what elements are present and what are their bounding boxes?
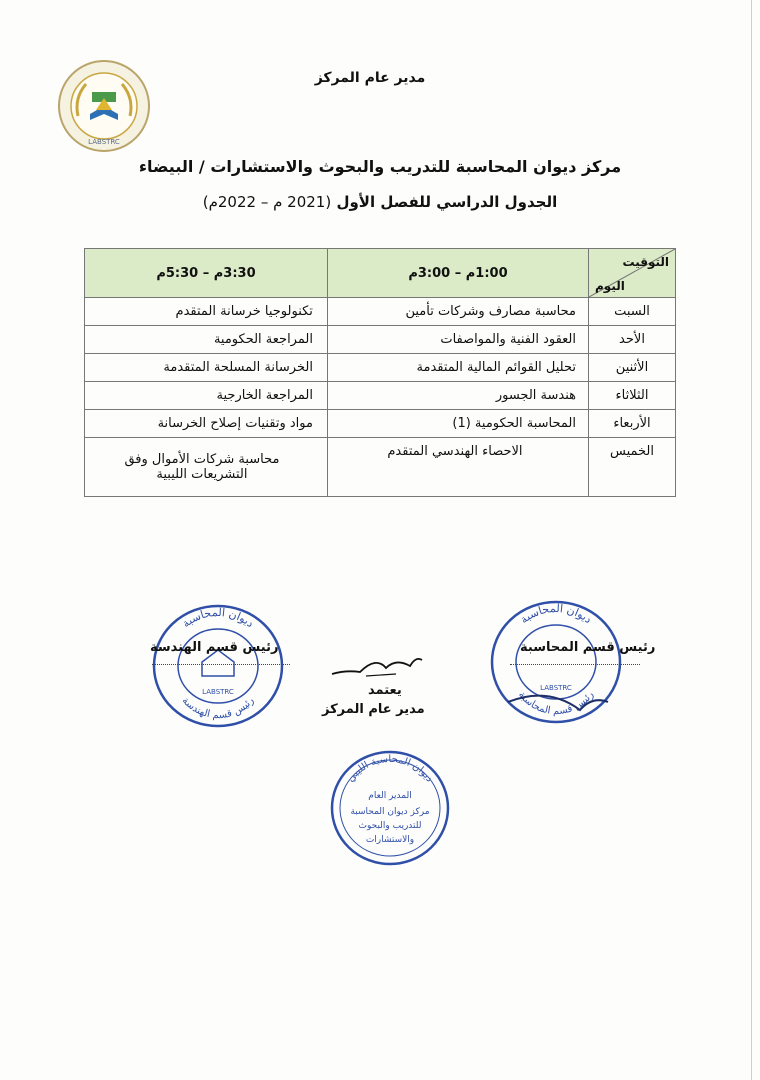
table-row: [85, 354, 676, 382]
table-row: [85, 438, 676, 497]
svg-text:رئيس قسم المحاسبة: [516, 689, 596, 717]
stamp-bottom-line3: للتدريب والبحوث: [358, 821, 422, 831]
accounting-signature-line: [510, 664, 640, 665]
schedule-years: (2021 م – 2022م): [202, 193, 332, 211]
approver-title: مدير عام المركز: [322, 702, 425, 717]
day-cell: الأربعاء: [589, 410, 676, 438]
director-signature: [326, 646, 426, 682]
slot2-cell: مواد وتقنيات إصلاح الخرسانة: [85, 410, 328, 438]
day-cell: الخميس: [589, 438, 676, 497]
engineering-head-label: رئيس قسم الهندسة: [150, 640, 279, 655]
stamp-right-mid-text: LABSTRC: [540, 684, 572, 692]
svg-text:رئيس قسم الهندسة: [180, 695, 257, 721]
slot2-line2: التشريعات الليبية: [156, 467, 248, 482]
slot2-cell: المراجعة الحكومية: [85, 326, 328, 354]
slot1-cell: تحليل القوائم المالية المتقدمة: [327, 354, 588, 382]
svg-text:ديوان المحاسبة: [518, 602, 595, 626]
logo-caption: LABSTRC: [88, 138, 120, 146]
table-row: [85, 298, 676, 326]
corner-time-label: التوقيت: [622, 255, 669, 269]
slot1-cell: العقود الفنية والمواصفات: [327, 326, 588, 354]
corner-cell: [589, 249, 676, 298]
slot2-cell: [85, 438, 328, 497]
schedule-table: [84, 248, 676, 497]
director-heading: مدير عام المركز: [314, 70, 426, 86]
accounting-head-label: رئيس قسم المحاسبة: [520, 640, 656, 655]
slot2-cell: تكنولوجيا خرسانة المتقدم: [85, 298, 328, 326]
approve-word: يعتمد: [368, 683, 402, 698]
stamp-bottom-line4: والاستشارات: [365, 835, 415, 845]
table-row: [85, 382, 676, 410]
slot1-cell: الاحصاء الهندسي المتقدم: [327, 438, 588, 497]
table-row: [85, 410, 676, 438]
slot2-line1: محاسبة شركات الأموال وفق: [124, 452, 280, 467]
svg-text:ديوان المحاسبة: [180, 606, 257, 630]
stamp-bottom-line2: مركز ديوان المحاسبة: [350, 807, 430, 817]
center-name: مركز ديوان المحاسبة للتدريب والبحوث والاستشارات / البيضاء: [138, 157, 622, 176]
stamp-left-top-text: ديوان المحاسبة: [179, 605, 257, 631]
stamp-bottom-line1: المدير العام: [368, 791, 412, 801]
stamp-left-bottom-text: رئيس قسم الهندسة: [179, 695, 257, 722]
stamp-right-top-text: ديوان المحاسبة: [517, 601, 595, 627]
slot1-cell: محاسبة مصارف وشركات تأمين: [327, 298, 588, 326]
day-cell: الأثنين: [589, 354, 676, 382]
accounting-stamp: [488, 598, 624, 726]
day-cell: الأحد: [589, 326, 676, 354]
stamp-bottom-top-text: ديوان المحاسبة الليبي: [345, 753, 435, 785]
slot1-header: 1:00م – 3:00م: [327, 249, 588, 298]
slot2-header: 3:30م – 5:30م: [85, 249, 328, 298]
schedule-title: الجدول الدراسي للفصل الأول: [336, 193, 558, 211]
day-cell: الثلاثاء: [589, 382, 676, 410]
slot2-cell: المراجعة الخارجية: [85, 382, 328, 410]
corner-day-label: اليوم: [595, 279, 625, 293]
stamp-right-bottom-text: رئيس قسم المحاسبة: [515, 689, 597, 718]
slot1-cell: هندسة الجسور: [327, 382, 588, 410]
schedule-title-line: [0, 193, 760, 211]
engineering-signature-line: [152, 664, 290, 665]
day-cell: السبت: [589, 298, 676, 326]
slot2-cell: الخرسانة المسلحة المتقدمة: [85, 354, 328, 382]
slot1-cell: المحاسبة الحكومية (1): [327, 410, 588, 438]
table-header-row: [85, 249, 676, 298]
general-director-stamp: [328, 748, 452, 868]
center-logo: [56, 58, 152, 154]
engineering-stamp: [150, 602, 286, 730]
table-row: [85, 326, 676, 354]
stamp-left-mid-text: LABSTRC: [202, 688, 234, 696]
svg-text:ديوان المحاسبة الليبي: [345, 754, 434, 784]
